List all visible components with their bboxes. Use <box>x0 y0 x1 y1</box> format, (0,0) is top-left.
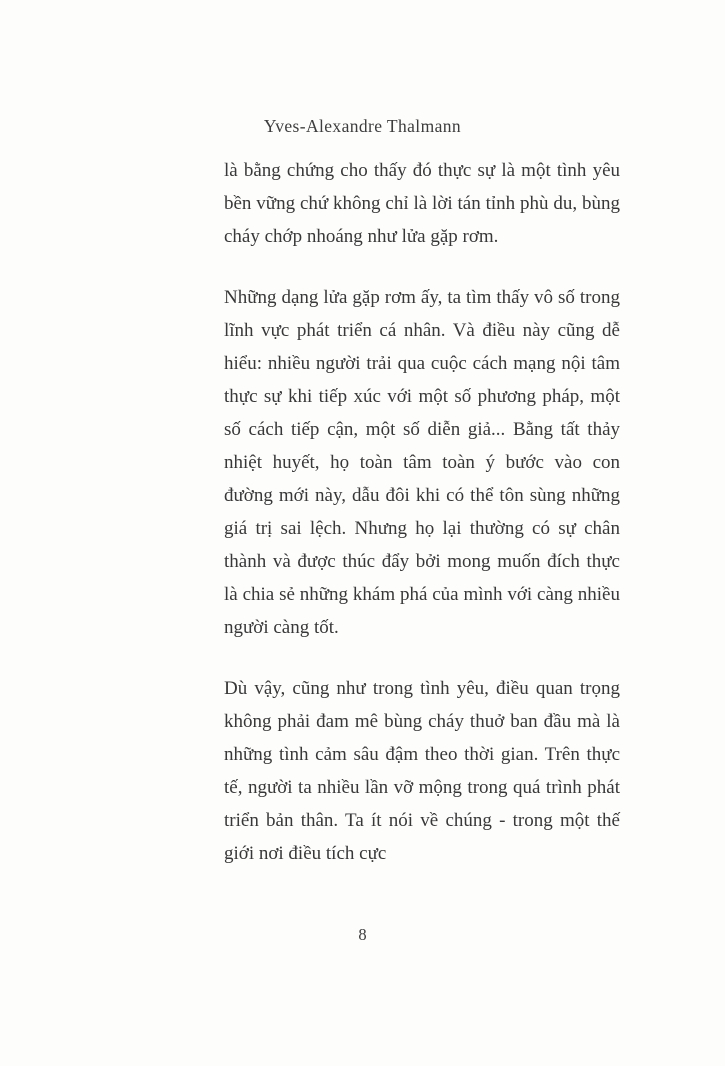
body-text <box>224 154 620 870</box>
paragraph-3: Dù vậy, cũng như trong tình yêu, điều quan trọng không phải đam mê bùng cháy thuở ban đầu mà là những tình cảm sâu đậm theo thời gian. Trên thực tế, người ta nhiều lần vỡ mộng trong quá trình phát triển bản thân. Ta ít nói về chúng - trong một thế giới nơi điều tích cực <box>224 678 620 864</box>
paragraph-2: Những dạng lửa gặp rơm ấy, ta tìm thấy vô số trong lĩnh vực phát triển cá nhân. Và điều này cũng dễ hiểu: nhiều người trải qua cuộc cách mạng nội tâm thực sự khi tiếp xúc với một số phương pháp, một số cách tiếp cận, một số diễn giả... Bằng tất thảy nhiệt huyết, họ toàn tâm toàn ý bước vào con đường mới này, dẫu đôi khi có thể tôn sùng những giá trị sai lệch. Nhưng họ lại thường có sự chân thành và được thúc đẩy bởi mong muốn đích thực là chia sẻ những khám phá của mình với càng nhiều người càng tốt. <box>224 287 620 638</box>
paragraph-1: là bằng chứng cho thấy đó thực sự là một tình yêu bền vững chứ không chỉ là lời tán tỉnh phù du, bùng cháy chớp nhoáng như lửa gặp rơm. <box>224 160 620 247</box>
page-number: 8 <box>358 925 367 944</box>
running-header-author: Yves-Alexandre Thalmann <box>263 116 462 136</box>
